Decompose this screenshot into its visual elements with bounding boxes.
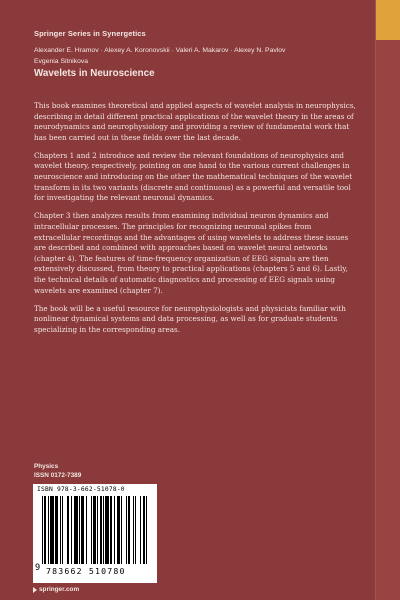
- blurb-paragraph: This book examines theoretical and applied aspects of wavelet analysis in neurophysics, describing in detail different practical applications of the wavelet theory in the areas of neurodynamics and neurophysiology and providing a review of fundamental work that has been carried out in these fields over the last decade.: [34, 101, 356, 142]
- barcode-bar: [146, 496, 147, 564]
- authors-line-1: Alexander E. Hramov · Alexey A. Koronovskii · Valeri A. Makarov · Alexey N. Pavlov: [34, 47, 286, 54]
- publisher-website: springer.com: [39, 586, 80, 593]
- isbn-label: ISBN 978-3-662-51078-0: [37, 486, 125, 493]
- spine-strip: [375, 0, 400, 600]
- authors-line-2: Evgenia Sitnikova: [34, 57, 89, 65]
- blurb-paragraph: Chapters 1 and 2 introduce and review the relevant foundations of neurophysics and wavelet theory, respectively, pointing on one hand to the various current challenges in neuroscience and introducing on the other the mathematical techniques of the wavelet transform in its two variants (discrete and continuous) as a powerful and versatile tool for investigating the relevant neuronal dynamics.: [34, 150, 353, 203]
- barcode: [33, 484, 157, 583]
- arrow-icon: [33, 587, 37, 593]
- book-title: Wavelets in Neuroscience: [34, 68, 155, 79]
- blurb-paragraph: The book will be a useful resource for neurophysiologists and physicists familiar with nonlinear dynamical systems and data processing, as well as for graduate students specializing in the corresponding areas.: [34, 303, 346, 334]
- blurb-paragraph: Chapter 3 then analyzes results from examining individual neuron dynamics and intracellular processes. The principles for recognizing neuronal spikes from extracellular recordings and the advantages of using wavelets to address these issues are described and combined with approaches based on wavelet neural networks (chapter 4). The features of time-frequency organization of EEG signals are then extensively discussed, from theory to practical applications (chapters 5 and 6). Lastly, the technical details of automatic diagnostics and processing of EEG signals using wavelets are examined (chapter 7).: [34, 211, 349, 295]
- authors: [34, 46, 354, 67]
- ean-digits: 783662 510780: [46, 566, 126, 576]
- issn: ISSN 0172-7389: [34, 472, 82, 479]
- series-name: Springer Series in Synergetics: [34, 29, 146, 38]
- ean-first-digit: 9: [35, 563, 41, 573]
- barcode-bars: [42, 496, 150, 564]
- blurb: [34, 101, 360, 343]
- subject-category: Physics: [34, 463, 59, 470]
- spine-accent-block: [376, 0, 400, 40]
